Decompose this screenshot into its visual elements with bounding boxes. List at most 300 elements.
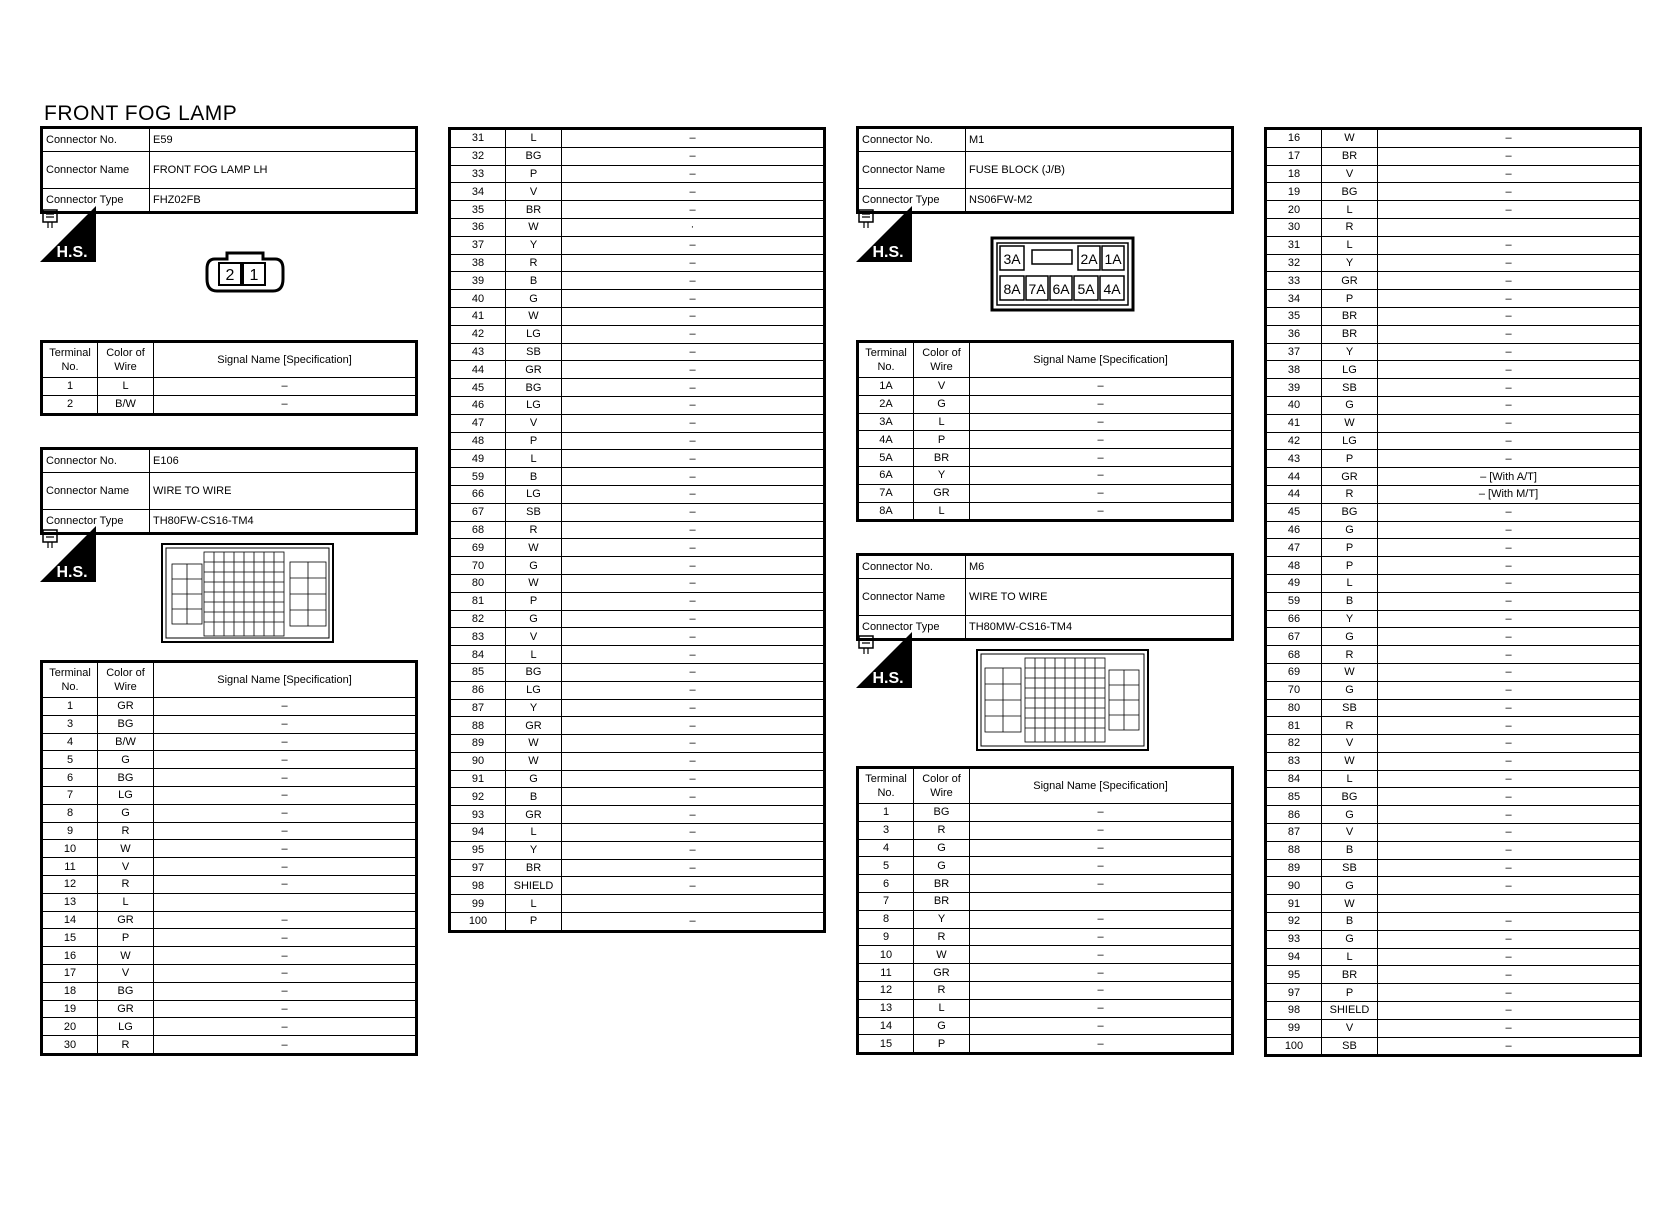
terminal-cell: 98 <box>1266 1002 1322 1020</box>
label-connector-name: Connector Name <box>858 579 966 616</box>
terminal-cell: 2A <box>858 395 914 413</box>
table-row <box>450 290 825 308</box>
terminal-cell: 45 <box>450 379 506 397</box>
signal-name-cell: – <box>1378 414 1641 432</box>
wire-color-cell: L <box>506 450 562 468</box>
pin-label: 2 <box>225 267 235 284</box>
terminal-table-e106 <box>40 660 418 1056</box>
table-row <box>450 539 825 557</box>
terminal-cell: 3 <box>858 821 914 839</box>
terminal-cell: 5 <box>42 751 98 769</box>
hs-icon <box>856 632 912 688</box>
label-connector-type: Connector Type <box>42 510 150 534</box>
wire-color-cell: Y <box>1322 610 1378 628</box>
header-terminal: Terminal No. <box>42 662 98 698</box>
label-connector-no: Connector No. <box>858 555 966 579</box>
terminal-cell: 47 <box>1266 539 1322 557</box>
signal-name-cell: – <box>1378 574 1641 592</box>
signal-name-cell: · <box>562 218 825 236</box>
table-row <box>450 450 825 468</box>
terminal-cell: 83 <box>1266 752 1322 770</box>
connector-no-value: M1 <box>966 128 1233 152</box>
wire-color-cell: G <box>1322 521 1378 539</box>
terminal-cell: 43 <box>1266 450 1322 468</box>
wire-color-cell: LG <box>98 1018 154 1036</box>
table-row <box>450 610 825 628</box>
wire-color-cell: W <box>506 539 562 557</box>
signal-name-cell: – <box>1378 147 1641 165</box>
wire-color-cell: GR <box>506 361 562 379</box>
table-row <box>858 839 1233 857</box>
wire-color-cell: V <box>506 414 562 432</box>
table-row <box>42 769 417 787</box>
header-color: Color of Wire <box>98 662 154 698</box>
signal-name-cell: – <box>562 663 825 681</box>
table-row <box>1266 699 1641 717</box>
wire-color-cell: R <box>506 521 562 539</box>
wire-color-cell: G <box>1322 628 1378 646</box>
table-row <box>450 557 825 575</box>
table-row <box>450 201 825 219</box>
terminal-cell: 59 <box>1266 592 1322 610</box>
label-connector-name: Connector Name <box>858 152 966 189</box>
terminal-cell: 7 <box>858 892 914 910</box>
signal-name-cell: – <box>154 1018 417 1036</box>
connector-info-e59 <box>40 126 418 214</box>
signal-name-cell: – <box>562 841 825 859</box>
signal-name-cell: – <box>562 770 825 788</box>
column-3-m6 <box>856 553 1234 641</box>
connector-no-value: M6 <box>966 555 1233 579</box>
signal-name-cell: – <box>562 859 825 877</box>
wire-color-cell: R <box>914 821 970 839</box>
wire-color-cell: P <box>1322 290 1378 308</box>
signal-name-cell: – <box>154 751 417 769</box>
table-row <box>450 218 825 236</box>
wire-color-cell: L <box>1322 770 1378 788</box>
table-row <box>42 395 417 414</box>
terminal-cell: 39 <box>1266 379 1322 397</box>
terminal-cell: 7 <box>42 786 98 804</box>
signal-name-cell: – <box>562 913 825 932</box>
terminal-cell: 30 <box>1266 218 1322 236</box>
terminal-table-m6 <box>856 766 1234 1055</box>
hs-icon <box>856 206 912 262</box>
signal-name-cell <box>154 893 417 911</box>
terminal-cell: 93 <box>1266 930 1322 948</box>
terminal-table-m1 <box>856 340 1234 522</box>
signal-name-cell: – <box>970 946 1233 964</box>
terminal-cell: 36 <box>450 218 506 236</box>
signal-name-cell: – <box>154 715 417 733</box>
table-row <box>1266 503 1641 521</box>
signal-name-cell: – <box>1378 984 1641 1002</box>
terminal-cell: 91 <box>450 770 506 788</box>
table-row <box>1266 806 1641 824</box>
wire-color-cell: LG <box>1322 432 1378 450</box>
signal-name-cell: – <box>1378 681 1641 699</box>
wire-color-cell: G <box>1322 806 1378 824</box>
table-row <box>858 928 1233 946</box>
header-signal: Signal Name [Specification] <box>970 342 1233 378</box>
table-row <box>858 964 1233 982</box>
terminal-cell: 95 <box>1266 966 1322 984</box>
wire-color-cell: BG <box>98 715 154 733</box>
wire-color-cell: GR <box>98 911 154 929</box>
terminal-cell: 84 <box>1266 770 1322 788</box>
label-connector-name: Connector Name <box>42 473 150 510</box>
terminal-cell: 1 <box>42 698 98 716</box>
table-row <box>1266 129 1641 148</box>
signal-name-cell: – <box>562 343 825 361</box>
signal-name-cell: – <box>970 378 1233 396</box>
wire-color-cell: GR <box>506 717 562 735</box>
signal-name-cell: – <box>562 735 825 753</box>
table-row <box>42 733 417 751</box>
terminal-cell: 89 <box>450 735 506 753</box>
terminal-cell: 10 <box>42 840 98 858</box>
table-row <box>858 1017 1233 1035</box>
pin-label: 7A <box>1028 281 1046 297</box>
signal-name-cell: – <box>1378 699 1641 717</box>
wire-color-cell: G <box>506 290 562 308</box>
signal-name-cell: – <box>562 646 825 664</box>
signal-name-cell: – <box>1378 201 1641 219</box>
signal-name-cell: – <box>970 466 1233 484</box>
terminal-cell: 6 <box>42 769 98 787</box>
wire-color-cell: BG <box>1322 503 1378 521</box>
signal-name-cell: – <box>154 875 417 893</box>
terminal-cell: 68 <box>1266 646 1322 664</box>
signal-name-cell: – <box>1378 343 1641 361</box>
table-row <box>450 717 825 735</box>
table-row <box>1266 717 1641 735</box>
wire-color-cell: W <box>506 574 562 592</box>
terminal-cell: 40 <box>450 290 506 308</box>
table-row <box>858 449 1233 467</box>
table-row <box>42 378 417 396</box>
terminal-cell: 84 <box>450 646 506 664</box>
table-row <box>1266 343 1641 361</box>
table-row <box>1266 236 1641 254</box>
pin-label: 5A <box>1077 281 1095 297</box>
connector-no-value: E59 <box>150 128 417 152</box>
terminal-cell: 80 <box>1266 699 1322 717</box>
table-row <box>42 786 417 804</box>
signal-name-cell: – <box>970 502 1233 521</box>
table-row <box>450 485 825 503</box>
table-row <box>42 1000 417 1018</box>
hs-label: H.S. <box>56 244 88 261</box>
terminal-cell: 9 <box>42 822 98 840</box>
wire-color-cell: G <box>1322 396 1378 414</box>
wire-color-cell: W <box>506 735 562 753</box>
table-row <box>450 770 825 788</box>
terminal-cell: 19 <box>42 1000 98 1018</box>
signal-name-cell: – <box>1378 432 1641 450</box>
terminal-cell: 46 <box>1266 521 1322 539</box>
signal-name-cell: – <box>1378 930 1641 948</box>
connector-diagram-e106 <box>160 540 335 648</box>
connector-type-value: FHZ02FB <box>150 189 417 213</box>
terminal-cell: 4A <box>858 431 914 449</box>
wire-color-cell: Y <box>1322 254 1378 272</box>
table-row <box>450 379 825 397</box>
signal-name-cell: – <box>1378 663 1641 681</box>
signal-name-cell: – <box>1378 859 1641 877</box>
wire-color-cell: Y <box>914 910 970 928</box>
terminal-cell: 15 <box>858 1035 914 1054</box>
signal-name-cell: – <box>970 395 1233 413</box>
terminal-cell: 1 <box>858 804 914 822</box>
wire-color-cell: W <box>98 947 154 965</box>
table-row <box>858 484 1233 502</box>
terminal-cell: 38 <box>450 254 506 272</box>
table-row <box>450 877 825 895</box>
table-row <box>858 804 1233 822</box>
signal-name-cell: – <box>562 272 825 290</box>
terminal-cell: 36 <box>1266 325 1322 343</box>
signal-name-cell: – <box>562 592 825 610</box>
terminal-cell: 19 <box>1266 183 1322 201</box>
table-row <box>1266 325 1641 343</box>
signal-name-cell: – <box>970 875 1233 893</box>
page-title: FRONT FOG LAMP <box>44 102 238 125</box>
signal-name-cell: – <box>562 628 825 646</box>
terminal-cell: 42 <box>450 325 506 343</box>
header-signal: Signal Name [Specification] <box>154 342 417 378</box>
terminal-cell: 39 <box>450 272 506 290</box>
wire-color-cell: BG <box>506 147 562 165</box>
wire-color-cell: P <box>98 929 154 947</box>
table-row <box>42 715 417 733</box>
terminal-cell: 49 <box>450 450 506 468</box>
table-row <box>450 147 825 165</box>
table-row <box>450 272 825 290</box>
wire-color-cell: L <box>1322 236 1378 254</box>
table-row <box>1266 272 1641 290</box>
table-row <box>450 396 825 414</box>
wire-color-cell: P <box>1322 557 1378 575</box>
terminal-cell: 90 <box>450 752 506 770</box>
terminal-cell: 4 <box>42 733 98 751</box>
terminal-cell: 16 <box>1266 129 1322 148</box>
wire-color-cell: B/W <box>98 395 154 414</box>
table-row <box>858 875 1233 893</box>
table-row <box>450 432 825 450</box>
table-row <box>42 1036 417 1055</box>
terminal-cell: 97 <box>450 859 506 877</box>
table-row <box>1266 930 1641 948</box>
signal-name-cell: – <box>1378 396 1641 414</box>
signal-name-cell: – <box>1378 806 1641 824</box>
signal-name-cell: – <box>1378 1037 1641 1056</box>
signal-name-cell: – <box>562 361 825 379</box>
wire-color-cell: GR <box>98 698 154 716</box>
wire-color-cell: P <box>914 431 970 449</box>
connector-diagram-m6 <box>975 646 1150 756</box>
terminal-cell: 34 <box>1266 290 1322 308</box>
table-row <box>1266 557 1641 575</box>
terminal-cell: 1 <box>42 378 98 396</box>
wire-color-cell: B <box>506 468 562 486</box>
wire-color-cell: GR <box>1322 468 1378 486</box>
wire-color-cell: V <box>1322 1019 1378 1037</box>
table-row <box>1266 984 1641 1002</box>
wire-color-cell: V <box>914 378 970 396</box>
terminal-cell: 44 <box>1266 485 1322 503</box>
column-3 <box>856 126 1234 214</box>
wire-color-cell: R <box>1322 485 1378 503</box>
table-row <box>1266 770 1641 788</box>
signal-name-cell: – <box>562 574 825 592</box>
wire-color-cell: GR <box>1322 272 1378 290</box>
signal-name-cell <box>1378 218 1641 236</box>
signal-name-cell: – <box>562 325 825 343</box>
terminal-cell: 83 <box>450 628 506 646</box>
label-connector-name: Connector Name <box>42 152 150 189</box>
table-row <box>450 646 825 664</box>
connector-type-value: TH80MW-CS16-TM4 <box>966 616 1233 640</box>
wire-color-cell: L <box>506 824 562 842</box>
wire-color-cell: BR <box>1322 147 1378 165</box>
wire-color-cell: P <box>914 1035 970 1054</box>
signal-name-cell: – <box>562 752 825 770</box>
terminal-cell: 2 <box>42 395 98 414</box>
wire-color-cell: R <box>914 928 970 946</box>
table-row <box>42 858 417 876</box>
label-connector-type: Connector Type <box>858 189 966 213</box>
signal-name-cell: – <box>562 877 825 895</box>
table-row <box>42 1018 417 1036</box>
hs-label: H.S. <box>872 244 904 261</box>
wire-color-cell: B <box>506 272 562 290</box>
wire-color-cell: G <box>914 839 970 857</box>
wire-color-cell: GR <box>914 484 970 502</box>
terminal-cell: 4 <box>858 839 914 857</box>
table-row <box>1266 735 1641 753</box>
table-row <box>858 395 1233 413</box>
pin-label: 1 <box>249 267 259 284</box>
table-row <box>450 913 825 932</box>
signal-name-cell: – <box>562 539 825 557</box>
terminal-cell: 8 <box>42 804 98 822</box>
terminal-cell: 68 <box>450 521 506 539</box>
table-row <box>450 788 825 806</box>
signal-name-cell: – <box>1378 539 1641 557</box>
wire-color-cell: Y <box>1322 343 1378 361</box>
connector-info-m1 <box>856 126 1234 214</box>
wire-color-cell: GR <box>914 964 970 982</box>
table-row <box>450 824 825 842</box>
terminal-cell: 69 <box>1266 663 1322 681</box>
signal-name-cell: – <box>1378 1019 1641 1037</box>
terminal-cell: 5 <box>858 857 914 875</box>
wire-color-cell: BR <box>914 892 970 910</box>
table-row <box>450 503 825 521</box>
table-row <box>858 378 1233 396</box>
table-row <box>1266 663 1641 681</box>
terminal-cell: 12 <box>42 875 98 893</box>
table-row <box>1266 307 1641 325</box>
connector-type-value: TH80FW-CS16-TM4 <box>150 510 417 534</box>
table-row <box>1266 468 1641 486</box>
terminal-cell: 6A <box>858 466 914 484</box>
wire-color-cell: P <box>1322 539 1378 557</box>
signal-name-cell: – <box>970 1035 1233 1054</box>
signal-name-cell: – <box>154 378 417 396</box>
signal-name-cell: – <box>562 468 825 486</box>
header-terminal: Terminal No. <box>858 342 914 378</box>
terminal-cell: 35 <box>450 201 506 219</box>
connector-diagram-m1 <box>990 236 1135 312</box>
wire-color-cell: BG <box>506 379 562 397</box>
hs-icon <box>40 526 96 582</box>
signal-name-cell: – <box>562 557 825 575</box>
wire-color-cell: P <box>506 432 562 450</box>
wire-color-cell: P <box>506 913 562 932</box>
signal-name-cell: – <box>1378 129 1641 148</box>
terminal-cell: 99 <box>1266 1019 1322 1037</box>
signal-name-cell: – <box>154 947 417 965</box>
wire-color-cell: BG <box>1322 183 1378 201</box>
wire-color-cell: R <box>1322 218 1378 236</box>
terminal-table-e106-continued <box>448 127 826 933</box>
wire-color-cell: SB <box>506 343 562 361</box>
table-row <box>1266 1019 1641 1037</box>
terminal-cell: 14 <box>858 1017 914 1035</box>
signal-name-cell: – <box>562 254 825 272</box>
wire-color-cell: P <box>506 165 562 183</box>
table-row <box>1266 859 1641 877</box>
terminal-cell: 46 <box>450 396 506 414</box>
table-row <box>42 840 417 858</box>
terminal-cell: 12 <box>858 981 914 999</box>
signal-name-cell: – <box>154 911 417 929</box>
table-row <box>450 859 825 877</box>
terminal-cell: 3A <box>858 413 914 431</box>
signal-name-cell: – <box>1378 272 1641 290</box>
wire-color-cell: Y <box>506 841 562 859</box>
wire-color-cell: B/W <box>98 733 154 751</box>
terminal-cell: 98 <box>450 877 506 895</box>
table-row <box>450 663 825 681</box>
table-row <box>1266 574 1641 592</box>
wire-color-cell: V <box>506 183 562 201</box>
table-row <box>450 165 825 183</box>
terminal-cell: 85 <box>1266 788 1322 806</box>
terminal-cell: 95 <box>450 841 506 859</box>
signal-name-cell: – <box>1378 717 1641 735</box>
table-row <box>1266 628 1641 646</box>
wire-color-cell: L <box>98 378 154 396</box>
table-row <box>450 841 825 859</box>
signal-name-cell: – <box>1378 450 1641 468</box>
terminal-cell: 88 <box>450 717 506 735</box>
wire-color-cell: B <box>1322 841 1378 859</box>
terminal-cell: 43 <box>450 343 506 361</box>
signal-name-cell: – <box>1378 752 1641 770</box>
signal-name-cell: – <box>154 858 417 876</box>
connector-type-value: NS06FW-M2 <box>966 189 1233 213</box>
signal-name-cell: – <box>154 698 417 716</box>
table-row <box>450 521 825 539</box>
wire-color-cell: B <box>506 788 562 806</box>
table-row <box>42 751 417 769</box>
signal-name-cell: – <box>1378 521 1641 539</box>
wire-color-cell: G <box>914 395 970 413</box>
signal-name-cell: – <box>1378 913 1641 931</box>
